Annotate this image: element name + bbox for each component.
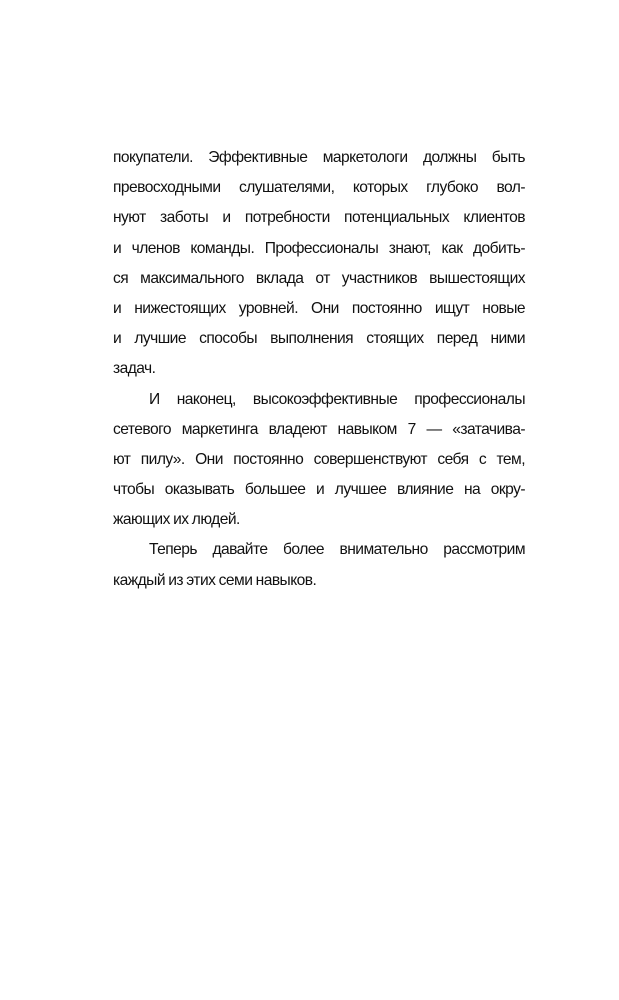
text-line: превосходными слушателями, которых глубоко вол- [113,179,525,197]
text-line: чтобы оказывать большее и лучшее влияние на окру- [113,481,525,499]
text-line: покупатели. Эффективные маркетологи должны быть [113,149,525,166]
paragraph [113,143,525,385]
text-line: И наконец, высокоэффективные профессионалы [149,390,525,408]
text-line: и членов команды. Профессионалы знают, как добить- [113,239,525,257]
paragraph [113,535,525,595]
text-line: и лучшие способы выполнения стоящих перед ними [113,330,525,348]
text-line: сетевого маркетинга владеют навыком 7 — «затачива- [113,420,525,438]
paragraph [113,385,525,536]
text-line: каждый из этих семи навыков. [113,571,317,589]
text-line: ют пилу». Они постоянно совершенствуют себя с тем, [113,450,525,468]
body-text [113,143,525,596]
text-line: Теперь давайте более внимательно рассмотрим [149,541,525,559]
text-line: и нижестоящих уровней. Они постоянно ищут новые [113,299,525,317]
text-line: задач. [113,360,156,378]
text-line: ся максимального вклада от участников вышестоящих [113,269,525,287]
text-line: нуют заботы и потребности потенциальных клиентов [113,209,525,227]
text-line: жающих их людей. [113,511,240,529]
